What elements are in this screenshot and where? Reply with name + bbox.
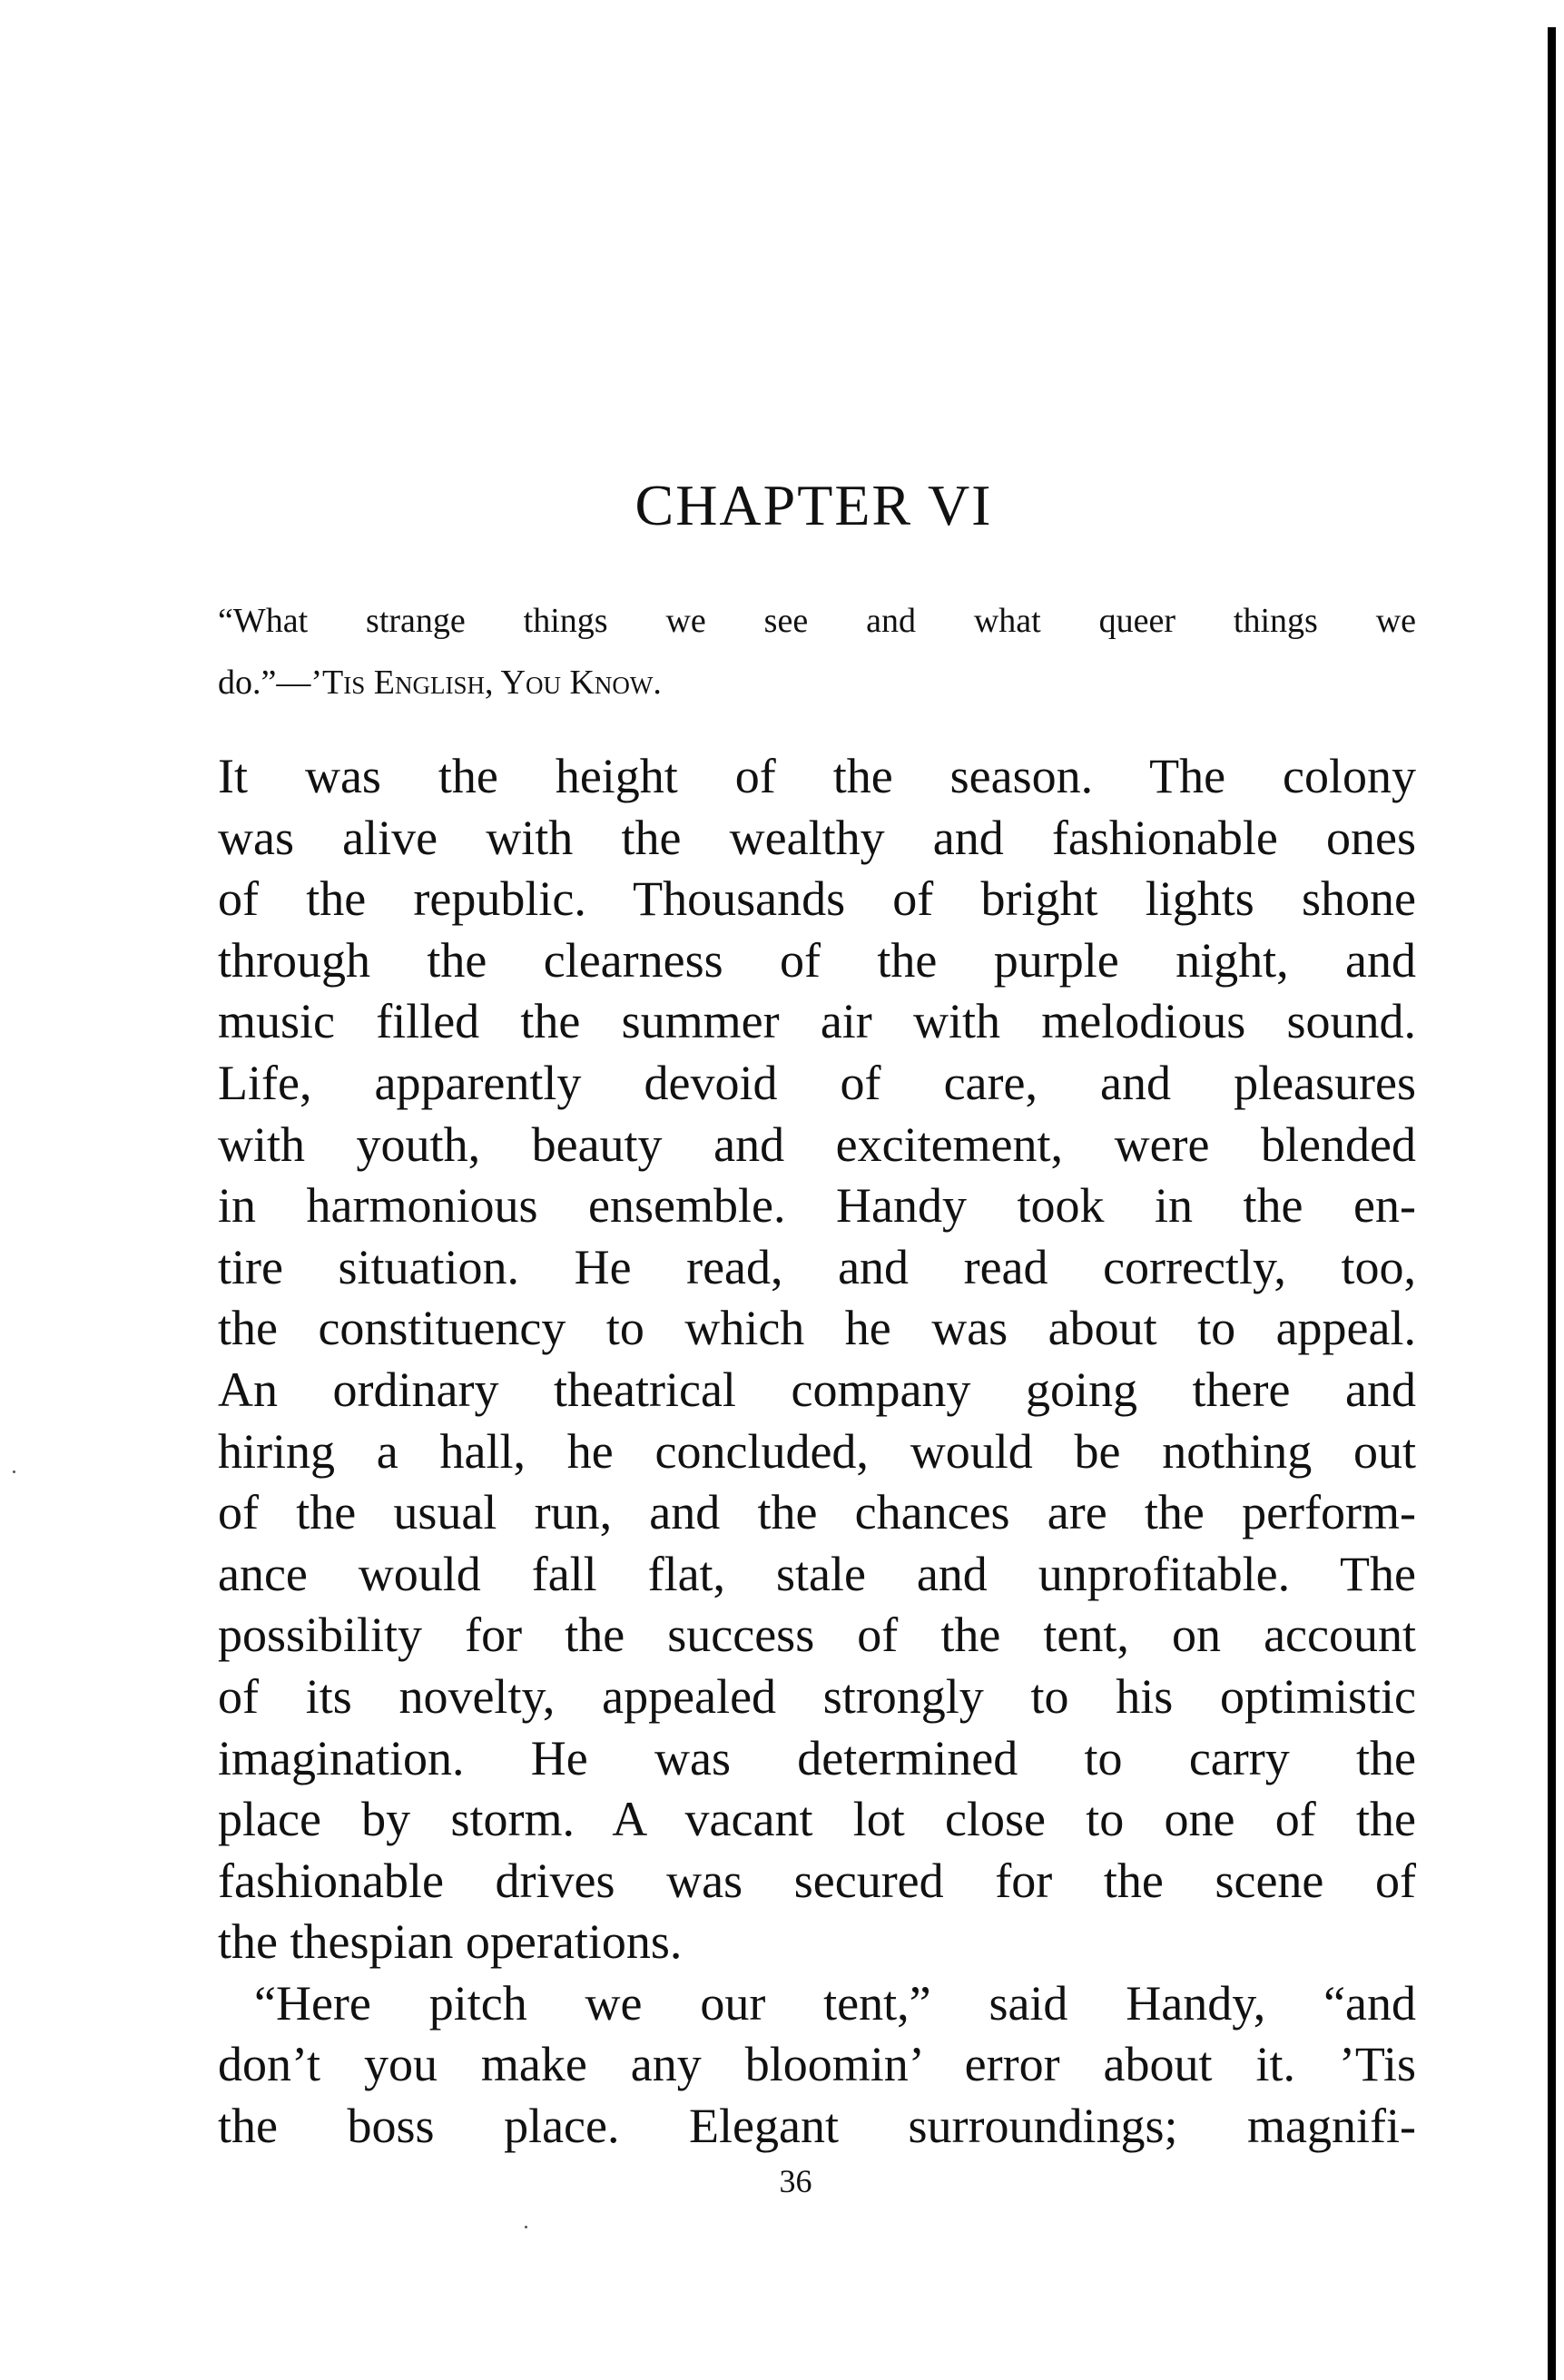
epigraph-line-1: “What strange things we see and what queer things we <box>218 602 1416 640</box>
body-line-8: in harmonious ensemble. Handy took in the en- <box>218 1178 1416 1234</box>
body-line-9: tire situation. He read, and read correctly, too, <box>218 1239 1416 1294</box>
body-line-7: with youth, beauty and excitement, were blended <box>218 1116 1416 1172</box>
body-line-4: through the clearness of the purple night, and <box>218 932 1416 988</box>
body-line-22: don’t you make any bloomin’ error about it. ’Tis <box>218 2037 1416 2092</box>
body-line-14: ance would fall flat, stale and unprofitable. The <box>218 1546 1416 1601</box>
body-line-10: the constituency to which he was about to appeal. <box>218 1301 1416 1356</box>
body-text <box>218 746 1416 2158</box>
body-line-1: It was the height of the season. The colony <box>218 749 1416 803</box>
body-line-20: the thespian operations. <box>218 1914 683 1970</box>
body-line-11: An ordinary theatrical company going there and <box>218 1362 1416 1417</box>
page-number: 36 <box>779 2163 812 2199</box>
scan-speck <box>525 2226 527 2228</box>
epigraph <box>218 599 1416 722</box>
epigraph-quote-end: do.”—’ <box>218 663 323 702</box>
body-line-16: of its novelty, appealed strongly to his optimistic <box>218 1668 1416 1724</box>
body-line-18: place by storm. A vacant lot close to one of the <box>218 1792 1416 1847</box>
scan-speck <box>13 1470 15 1473</box>
body-line-13: of the usual run, and the chances are the perform- <box>218 1485 1416 1540</box>
body-line-21: “Here pitch we our tent,” said Handy, “and <box>254 1975 1416 2031</box>
page-edge-line <box>1548 27 1556 2380</box>
body-line-19: fashionable drives was secured for the scene of <box>218 1853 1416 1908</box>
body-line-23: the boss place. Elegant surroundings; magnifi- <box>218 2099 1416 2154</box>
body-line-5: music filled the summer air with melodious sound. <box>218 994 1416 1049</box>
chapter-title: CHAPTER VI <box>634 473 993 537</box>
body-line-17: imagination. He was determined to carry the <box>218 1730 1416 1785</box>
body-line-2: was alive with the wealthy and fashionable ones <box>218 810 1416 865</box>
body-line-6: Life, apparently devoid of care, and pleasures <box>218 1055 1416 1110</box>
epigraph-attribution: Tis English, You Know. <box>322 663 662 702</box>
body-line-15: possibility for the success of the tent, on account <box>218 1608 1416 1663</box>
body-line-12: hiring a hall, he concluded, would be nothing out <box>218 1423 1416 1479</box>
epigraph-line-2 <box>218 661 1416 723</box>
body-line-3: of the republic. Thousands of bright lights shone <box>218 871 1416 927</box>
